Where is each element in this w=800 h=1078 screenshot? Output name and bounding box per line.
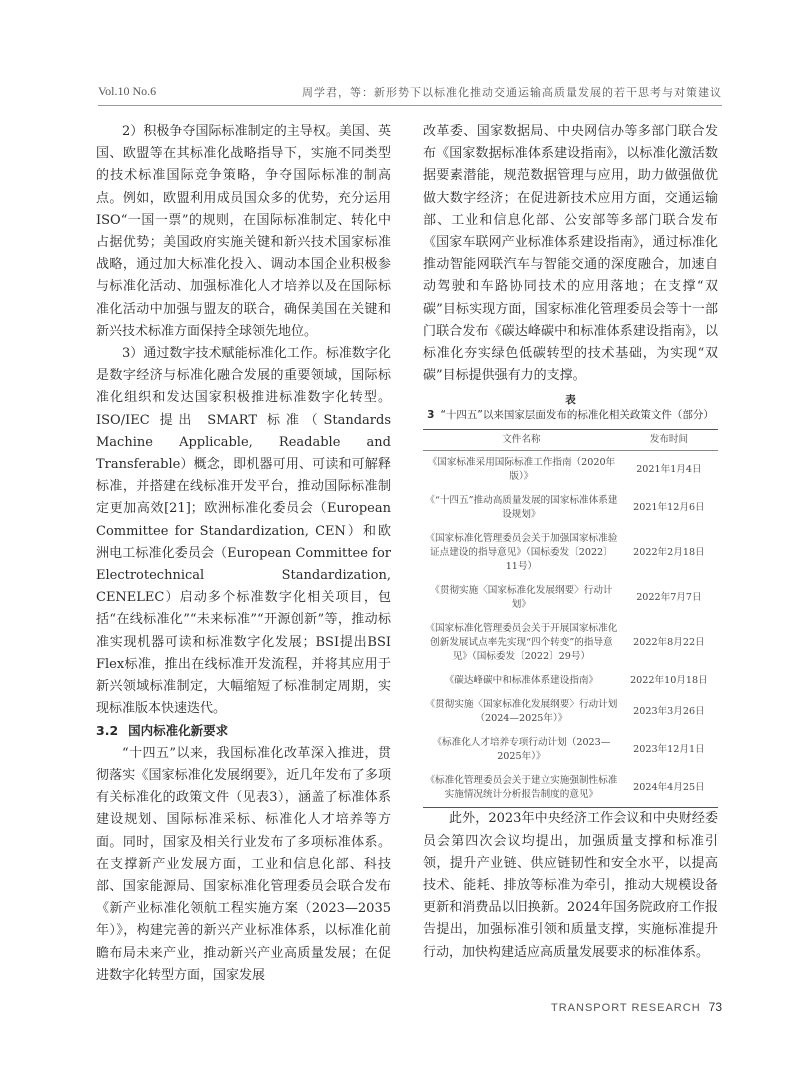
- header-name: 文件名称: [423, 430, 620, 451]
- policy-table: [423, 429, 718, 808]
- policy-date: 2022年8月22日: [633, 637, 705, 649]
- page-footer: [551, 1000, 722, 1014]
- running-title: 周学君，等：新形势下以标准化推动交通运输高质量发展的若干思考与对策建议: [302, 86, 722, 99]
- policy-name: 《国家标准化管理委员会关于加强国家标准验证点建设的指导意见》（国标委发〔2022〕11号）: [425, 533, 618, 573]
- policy-name: 《国家标准采用国际标准工作指南（2020年版）》: [427, 457, 616, 483]
- paragraph-strategy: 2）积极争夺国际标准制定的主导权。美国、英国、欧盟等在其标准化战略指导下，实施不同类型的技术标准国际竞争策略，争夺国际标准的制高点。例如，欧盟利用成员国众多的优势，充分运用ISO“一国一票”的规则，在国际标准制定、转化中占据优势；美国政府实施关键和新兴技术国家标准战略，通过加大标准化投入、调动本国企业积极参与标准化活动、加强标准化人才培养以及在国际标准化活动中加强与盟友的联合，确保美国在关键和新兴技术标准方面保持全球领先地位。: [96, 124, 391, 339]
- policy-date: 2022年7月7日: [636, 592, 702, 604]
- running-header: [98, 84, 722, 104]
- table-row: [423, 579, 718, 617]
- table-row: [423, 527, 718, 579]
- policy-date: 2021年1月4日: [636, 464, 702, 476]
- table-row: [423, 451, 718, 490]
- paragraph-digital: 3）通过数字技术赋能标准化工作。标准数字化是数字经济与标准化融合发展的重要领域，国际标准化组织和发达国家积极推进标准数字化转型。ISO/IEC 提出 SMART 标准（Standards Machine Applicable, Readable and Transferable）概念，即机器可用、可读和可解释标准，并搭建在线标准开发平台，推动国际标准制定更加高效[21]；欧洲标准化委员会（European Committee for Standardization, CEN）和欧洲电工标准化委员会（European Committee for Electrotechnical Standardization, CENELEC）启动多个标准数字化相关项目，包括“在线标准化”“未来标准”“开源创新”等，推动标准实现机器可读和标准数字化发展；BSI提出BSI Flex标准，推出在线标准开发流程，并将其应用于新兴领域标准制定，大幅缩短了标准制定周期，实现标准版本快速迭代。: [96, 346, 391, 717]
- paragraph-continued: 改革委、国家数据局、中央网信办等多部门联合发布《国家数据标准体系建设指南》，以标准化激活数据要素潜能，规范数据管理与应用，助力做强做优做大数字经济；在促进新技术应用方面，交通运输部、工业和信息化部、公安部等多部门联合发布《国家车联网产业标准体系建设指南》，通过标准化推动智能网联汽车与智能交通的深度融合，加速自动驾驶和车路协同技术的应用落地；在支撑“双碳”目标实现方面，国家标准化管理委员会等十一部门联合发布《碳达峰碳中和标准体系建设指南》，以标准化夯实绿色低碳转型的技术基础，为实现“双碳”目标提供强有力的支撑。: [423, 124, 718, 384]
- paragraph-domestic: “十四五”以来，我国标准化改革深入推进，贯彻落实《国家标准化发展纲要》，近几年发布了多项有关标准化的政策文件（见表3），涵盖了标准体系建设规划、国际标准采标、标准化人才培养等方面。同时，国家及相关行业发布了多项标准体系。在支撑新产业发展方面，工业和信息化部、科技部、国家能源局、国家标准化管理委员会联合发布《新产业标准化领航工程实施方案（2023—2035年）》，构建完善的新兴产业标准体系，以标准化前瞻布局未来产业，推动新兴产业高质量发展；在促进数字化转型方面，国家发展: [96, 745, 391, 983]
- policy-name: 《贯彻实施〈国家标准化发展纲要〉行动计划》: [430, 585, 613, 611]
- policy-name: 《标准化人才培养专项行动计划（2023—2025年）》: [432, 737, 611, 763]
- policy-name: 《碳达峰碳中和标准体系建设指南》: [444, 675, 599, 687]
- volume-issue: Vol.10 No.6: [98, 84, 157, 98]
- section-number: 3.2: [96, 723, 119, 739]
- policy-name: 《标准化管理委员会关于建立实施强制性标准实施情况统计分析报告制度的意见》: [423, 769, 620, 808]
- policy-date: 2022年2月18日: [633, 547, 705, 559]
- page-number: 73: [708, 1000, 722, 1014]
- header-rule: [98, 105, 722, 106]
- journal-name: TRANSPORT RESEARCH: [551, 1002, 701, 1014]
- section-title: 国内标准化新要求: [128, 723, 229, 739]
- policy-name: 《贯彻实施〈国家标准化发展纲要〉行动计划（2024—2025年）》: [425, 699, 618, 725]
- table-row: [423, 693, 718, 731]
- table-row: [423, 489, 718, 527]
- table-label: 表3: [427, 394, 576, 422]
- header-date: 发布时间: [620, 430, 718, 451]
- table-row: [423, 769, 718, 808]
- paragraph-additional: 此外，2023年中央经济工作会议和中央财经委员会第四次会议均提出，加强质量支撑和标准引领，提升产业链、供应链韧性和安全水平，以提高技术、能耗、排放等标准为牵引，推动大规模设备更新和消费品以旧换新。2024年国务院政府工作报告提出，加强标准引领和质量支撑，实施标准提升行动，加快构建适应高质量发展要求的标准体系。: [423, 811, 718, 960]
- policy-date: 2023年12月1日: [633, 744, 705, 756]
- policy-date: 2021年12月6日: [633, 502, 705, 514]
- policy-name: 《“十四五”推动高质量发展的国家标准体系建设规划》: [425, 495, 618, 521]
- table-row: [423, 731, 718, 769]
- table-header-row: [423, 430, 718, 451]
- table-title: “十四五”以来国家层面发布的标准化相关政策文件（部分）: [440, 409, 714, 422]
- policy-date: 2022年10月18日: [630, 675, 708, 687]
- right-column: [423, 121, 718, 964]
- policy-date: 2023年3月26日: [633, 706, 705, 718]
- policy-name: 《国家标准化管理委员会关于开展国家标准化创新发展试点率先实现“四个转变”的指导意见》（国标委发〔2022〕29号）: [425, 623, 618, 663]
- policy-date: 2024年4月25日: [620, 769, 718, 808]
- table-caption: [423, 393, 718, 423]
- section-heading: [96, 720, 391, 742]
- table-row: [423, 669, 718, 693]
- left-column: [96, 121, 391, 987]
- table-row: [423, 617, 718, 669]
